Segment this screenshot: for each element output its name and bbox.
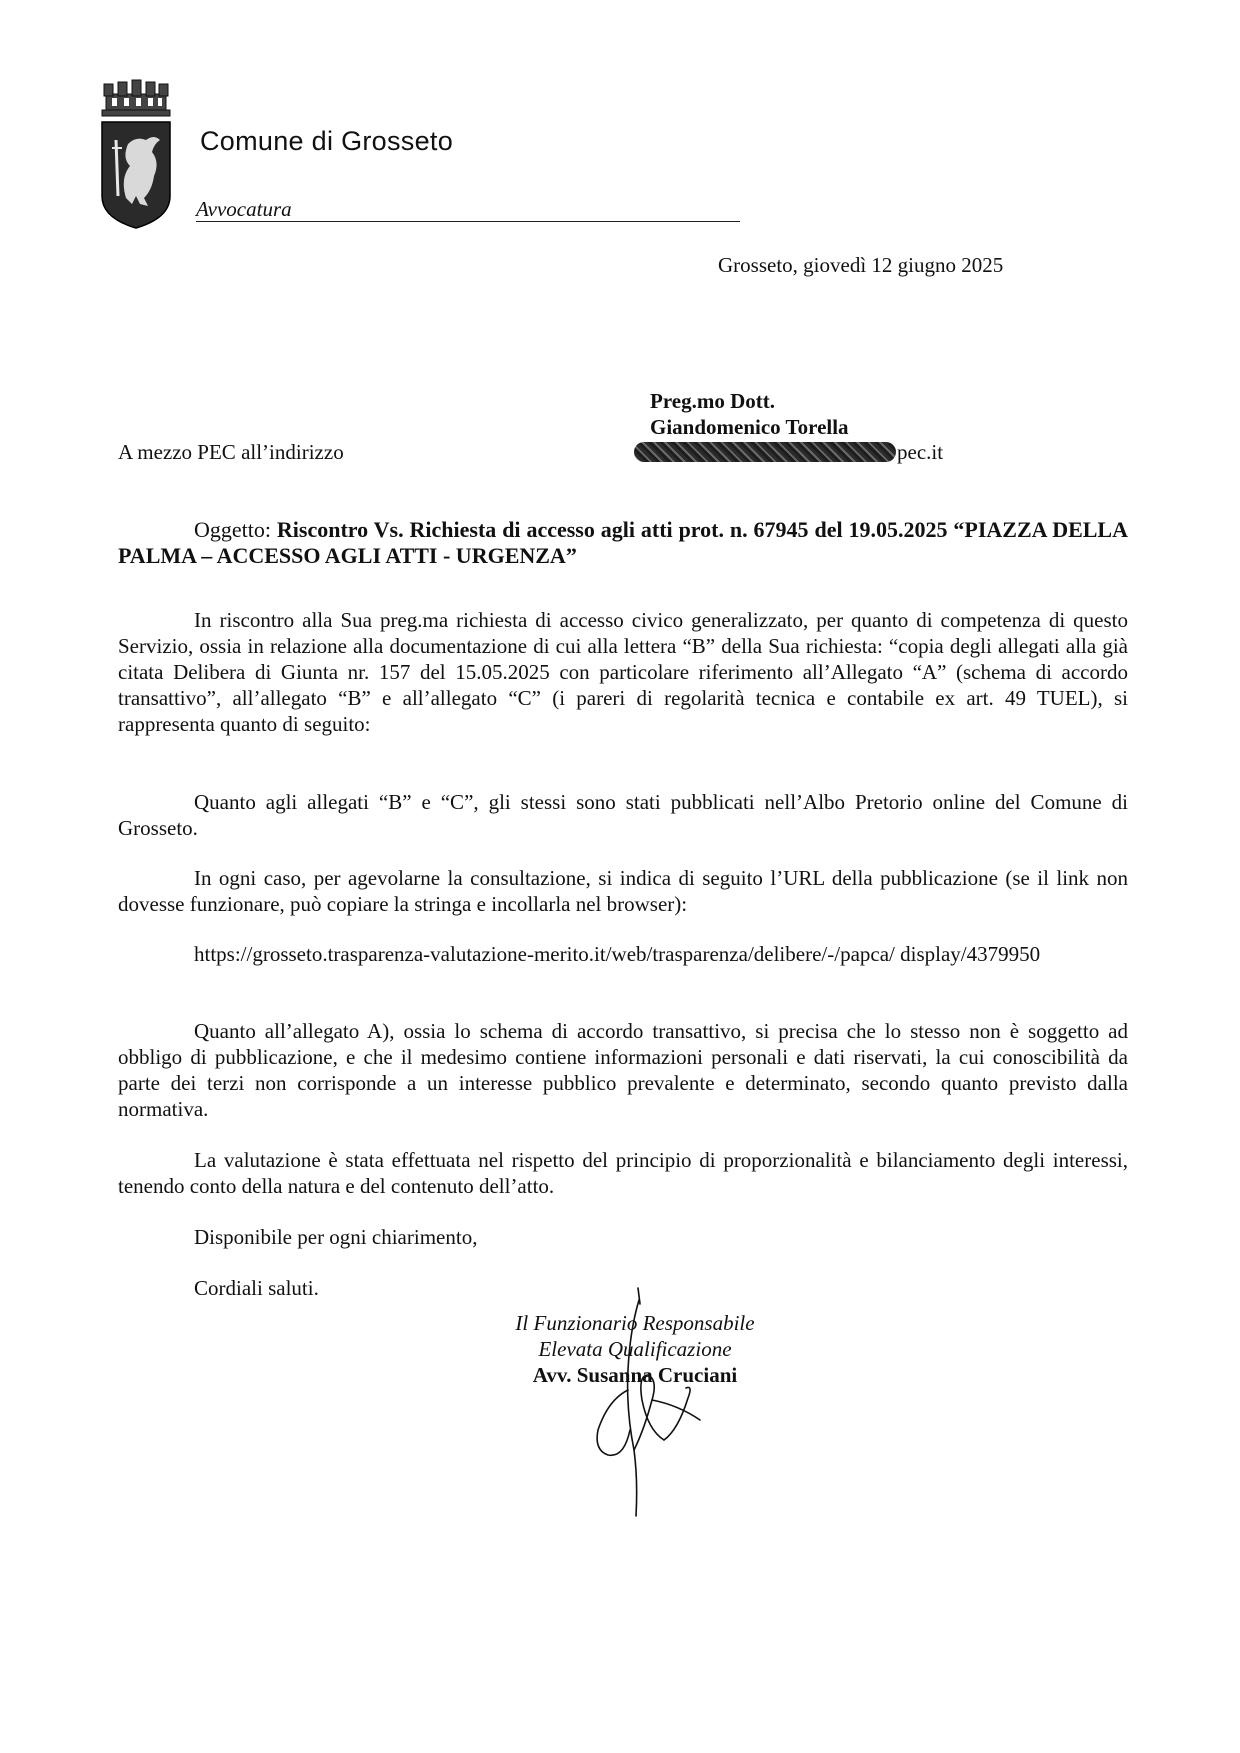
- body-paragraph: [118, 1147, 1128, 1199]
- recipient-title: Preg.mo Dott.: [650, 389, 775, 413]
- letter-date: Grosseto, giovedì 12 giugno 2025: [718, 253, 1004, 277]
- coat-of-arms-icon: [96, 78, 176, 230]
- paragraph-text: Quanto all’allegato A), ossia lo schema di accordo transattivo, si precisa che lo stesso non è soggetto ad obbligo di pubblicazione, e che il medesimo contiene informazioni personali e dati riservati, la cui conoscibilità da parte dei terzi non corrisponde a un interesse pubblico prevalente e determinato, secondo quanto previsto dalla normativa.: [118, 1019, 1128, 1121]
- delivery-method-label: A mezzo PEC all’indirizzo: [118, 440, 344, 464]
- signer-qualification: Elevata Qualificazione: [538, 1337, 732, 1361]
- header-divider: [196, 221, 740, 222]
- signer-name: Avv. Susanna Cruciani: [532, 1363, 738, 1387]
- redacted-email-mark: [634, 442, 896, 462]
- body-paragraph: [118, 1018, 1128, 1122]
- paragraph-text: Quanto agli allegati “B” e “C”, gli stessi sono stati pubblicati nell’Albo Pretorio online del Comune di Grosseto.: [118, 790, 1128, 840]
- pec-domain: pec.it: [897, 440, 944, 464]
- handwritten-signature-icon: [568, 1280, 718, 1530]
- recipient-name: Giandomenico Torella: [650, 415, 849, 439]
- body-paragraph: [118, 607, 1128, 737]
- organization-name: Comune di Grosseto: [200, 126, 454, 156]
- subject-line: [118, 517, 1128, 569]
- paragraph-text: In riscontro alla Sua preg.ma richiesta di accesso civico generalizzato, per quanto di competenza di questo Servizio, ossia in relazione alla documentazione di cui alla lettera “B” della Sua richiesta: “copia degli allegati alla già citata Delibera di Giunta nr. 157 del 15.05.2025 con particolare riferimento all’Allegato “A” (schema di accordo transattivo”, all’allegato “B” e all’allegato “C” (i pareri di regolarità tecnica e contabile ex art. 49 TUEL), si rappresenta quanto di seguito:: [118, 608, 1128, 736]
- body-paragraph: [118, 789, 1128, 841]
- recipient-pec-address: [634, 440, 943, 465]
- subject-label: Oggetto:: [194, 517, 271, 542]
- publication-url: [118, 941, 1128, 967]
- closing-salutation: Cordiali saluti.: [194, 1276, 319, 1300]
- subject-text: Riscontro Vs. Richiesta di accesso agli atti prot. n. 67945 del 19.05.2025 “PIAZZA DELLA PALMA – ACCESSO AGLI ATTI - URGENZA”: [118, 517, 1128, 568]
- recipient-block: [650, 388, 849, 440]
- closing-availability: Disponibile per ogni chiarimento,: [194, 1225, 478, 1249]
- url-text: https://grosseto.trasparenza-valutazione-merito.it/web/trasparenza/delibere/-/papca/ display/4379950: [194, 942, 1041, 966]
- department-name: Avvocatura: [196, 197, 292, 221]
- body-paragraph: [118, 865, 1128, 917]
- paragraph-text: La valutazione è stata effettuata nel rispetto del principio di proporzionalità e bilanciamento degli interessi, tenendo conto della natura e del contenuto dell’atto.: [118, 1148, 1128, 1198]
- paragraph-text: In ogni caso, per agevolarne la consultazione, si indica di seguito l’URL della pubblicazione (se il link non dovesse funzionare, può copiare la stringa e incollarla nel browser):: [118, 866, 1128, 916]
- signer-role: Il Funzionario Responsabile: [515, 1311, 755, 1335]
